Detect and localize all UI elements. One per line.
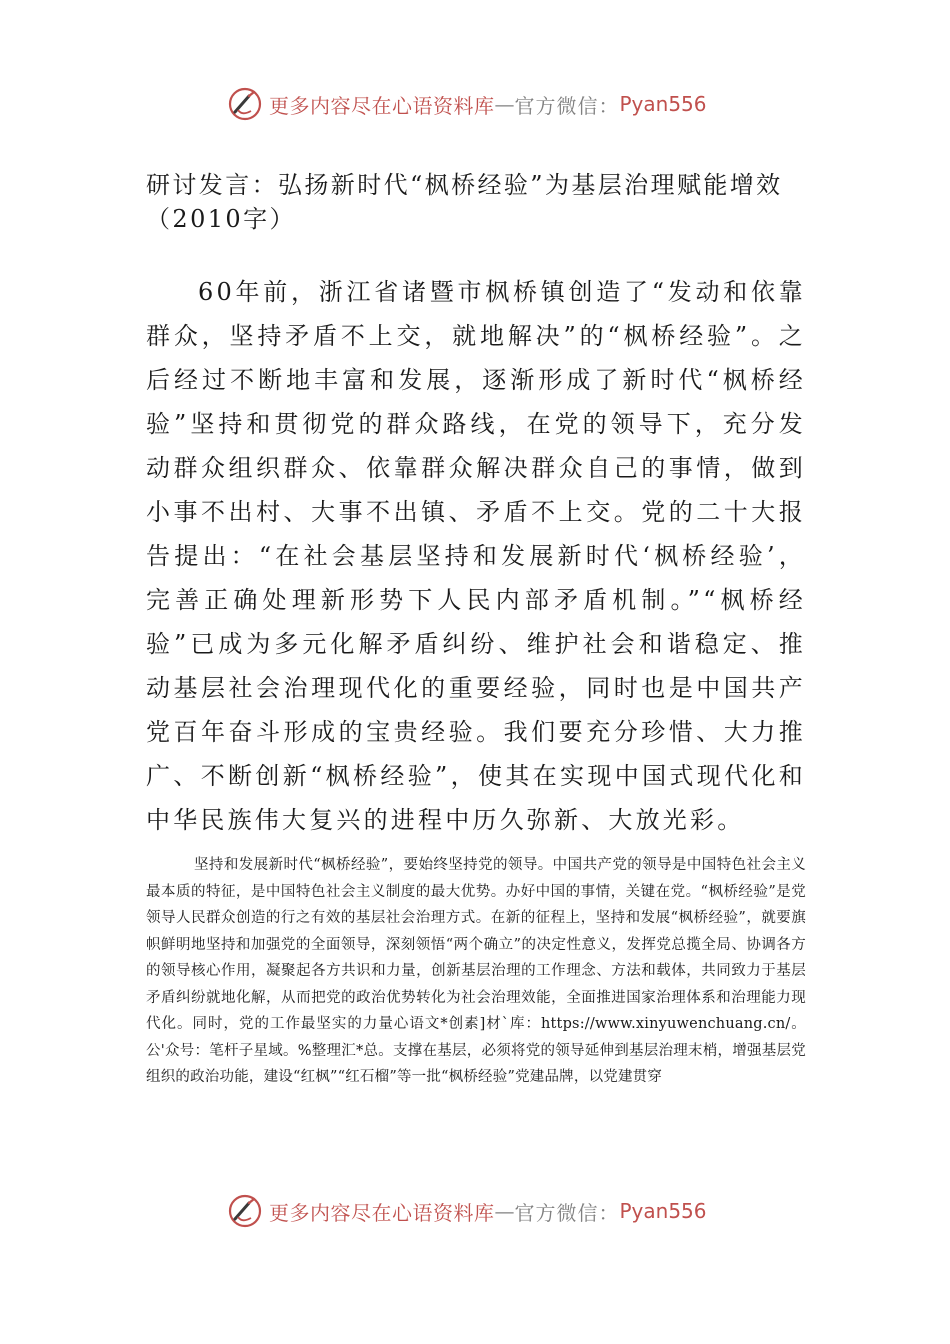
banner-separator: — (494, 92, 515, 116)
banner-text: 更多内容尽在心语资料库 (269, 1200, 495, 1225)
brush-logo-icon (227, 86, 263, 122)
lead-paragraph: 60年前，浙江省诸暨市枫桥镇创造了“发动和依靠群众，坚持矛盾不上交，就地解决”的“枫桥经验”。之后经过不断地丰富和发展，逐渐形成了新时代“枫桥经验”坚持和贯彻党的群众路线，在党的领导下，充分发动群众组织群众、依靠群众解决群众自己的事情，做到小事不出村、大事不出镇、矛盾不上交。党的二十大报告提出：“在社会基层坚持和发展新时代‘枫桥经验’，完善正确处理新形势下人民内部矛盾机制。”“枫桥经验”已成为多元化解矛盾纠纷、维护社会和谐稳定、推动基层社会治理现代化的重要经验，同时也是中国共产党百年奋斗形成的宝贵经验。我们要充分珍惜、大力推广、不断创新“枫桥经验”，使其在实现中国式现代化和中华民族伟大复兴的进程中历久弥新、大放光彩。 (146, 278, 806, 834)
banner-separator: — (494, 1199, 515, 1223)
document-title: 研讨发言：弘扬新时代“枫桥经验”为基层治理赋能增效（2010字） (146, 171, 783, 233)
banner-wechat-id: Pyan556 (619, 1199, 707, 1223)
body-paragraph: 坚持和发展新时代“枫桥经验”，要始终坚持党的领导。中国共产党的领导是中国特色社会主义最本质的特征，是中国特色社会主义制度的最大优势。办好中国的事情，关键在党。“枫桥经验”是党领导人民群众创造的行之有效的基层社会治理方式。在新的征程上，坚持和发展“枫桥经验”，就要旗帜鲜明地坚持和加强党的全面领导，深刻领悟“两个确立”的决定性意义，发挥党总揽全局、协调各方的领导核心作用，凝聚起各方共识和力量，创新基层治理的工作理念、方法和载体，共同致力于基层矛盾纠纷就地化解，从而把党的政治优势转化为社会治理效能，全面推进国家治理体系和治理能力现代化。同时，党的工作最坚实的力量心语文*创素]材`库：https://www.xinyuwenchuang.cn/。公'众号：笔杆子星域。%整理汇*总。支撑在基层，必须将党的领导延伸到基层治理末梢，增强基层党组织的政治功能，建设“红枫”“红石榴”等一批“枫桥经验”党建品牌，以党建贯穿 (146, 857, 806, 1085)
header-banner (227, 84, 707, 124)
banner-text: 更多内容尽在心语资料库 (269, 93, 495, 118)
footer-banner (227, 1191, 707, 1231)
banner-wechat-label: 官方微信： (514, 93, 620, 118)
banner-wechat-id: Pyan556 (619, 92, 707, 116)
brush-logo-icon (227, 1193, 263, 1229)
banner-wechat-label: 官方微信： (514, 1200, 620, 1225)
